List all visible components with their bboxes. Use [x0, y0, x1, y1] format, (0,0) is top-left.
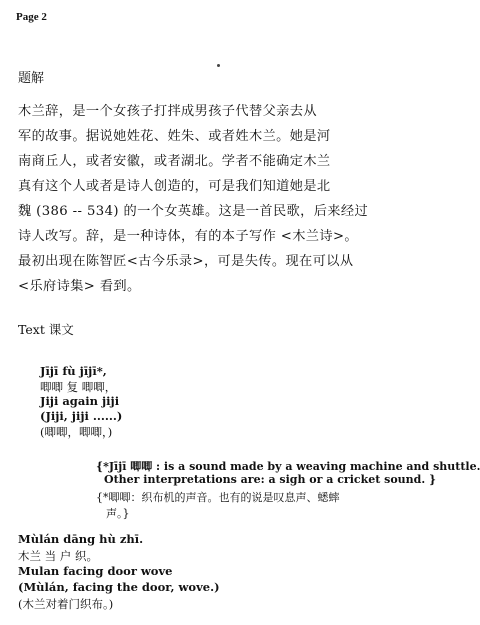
verse1-pinyin: Jījī fù jījī*, — [40, 364, 107, 378]
verse1-gloss: Jiji again jiji — [40, 394, 120, 408]
page-label: Page 2 — [16, 11, 47, 23]
paragraph-line: 真有这个人或者是诗人创造的，可是我们知道她是北 — [18, 179, 331, 194]
verse1-chinese: 唧唧 复 唧唧， — [40, 380, 117, 394]
verse2-translation: (Mùlán, facing the door, wove.) — [18, 580, 220, 594]
note-line: {*唧唧：织布机的声音。也有的说是叹息声、蟋蟀 — [96, 491, 340, 504]
paragraph-line: 诗人改写。辞，是一种诗体，有的本子写作 <木兰诗>。 — [18, 229, 359, 244]
verse2-pinyin: Mùlán dāng hù zhī. — [18, 532, 144, 546]
verse1-translation: (Jiji, jiji ......) — [40, 409, 123, 423]
note-line: {*Jījī 唧唧 : is a sound made by a weaving machine and shuttle. — [96, 460, 480, 473]
section-title: 题解 — [18, 71, 45, 86]
paragraph-line: 南商丘人，或者安徽，或者湖北。学者不能确定木兰 — [18, 154, 331, 169]
paragraph-line: 木兰辞，是一个女孩子打拌成男孩子代替父亲去从 — [18, 104, 317, 119]
paragraph-line: <乐府诗集> 看到。 — [18, 279, 141, 294]
paragraph-line: 最初出现在陈智匠<古今乐录>，可是失传。现在可以从 — [18, 254, 354, 269]
note-line: 声。} — [106, 507, 130, 520]
note-line: Other interpretations are: a sigh or a cricket sound. } — [104, 473, 437, 486]
paragraph-line: 军的故事。据说她姓花、姓朱、或者姓木兰。她是河 — [18, 129, 331, 144]
verse2-translation-cn: (木兰对着门织布。) — [18, 597, 114, 611]
speck — [217, 64, 220, 67]
verse2-chinese: 木兰 当 户 织。 — [18, 549, 98, 563]
paragraph-line: 魏 (386 -- 534) 的一个女英雄。这是一首民歌，后来经过 — [18, 204, 369, 219]
verse2-gloss: Mulan facing door wove — [18, 564, 173, 578]
text-heading: Text 课文 — [18, 322, 74, 337]
verse1-translation-cn: (唧唧，唧唧，) — [40, 425, 113, 439]
